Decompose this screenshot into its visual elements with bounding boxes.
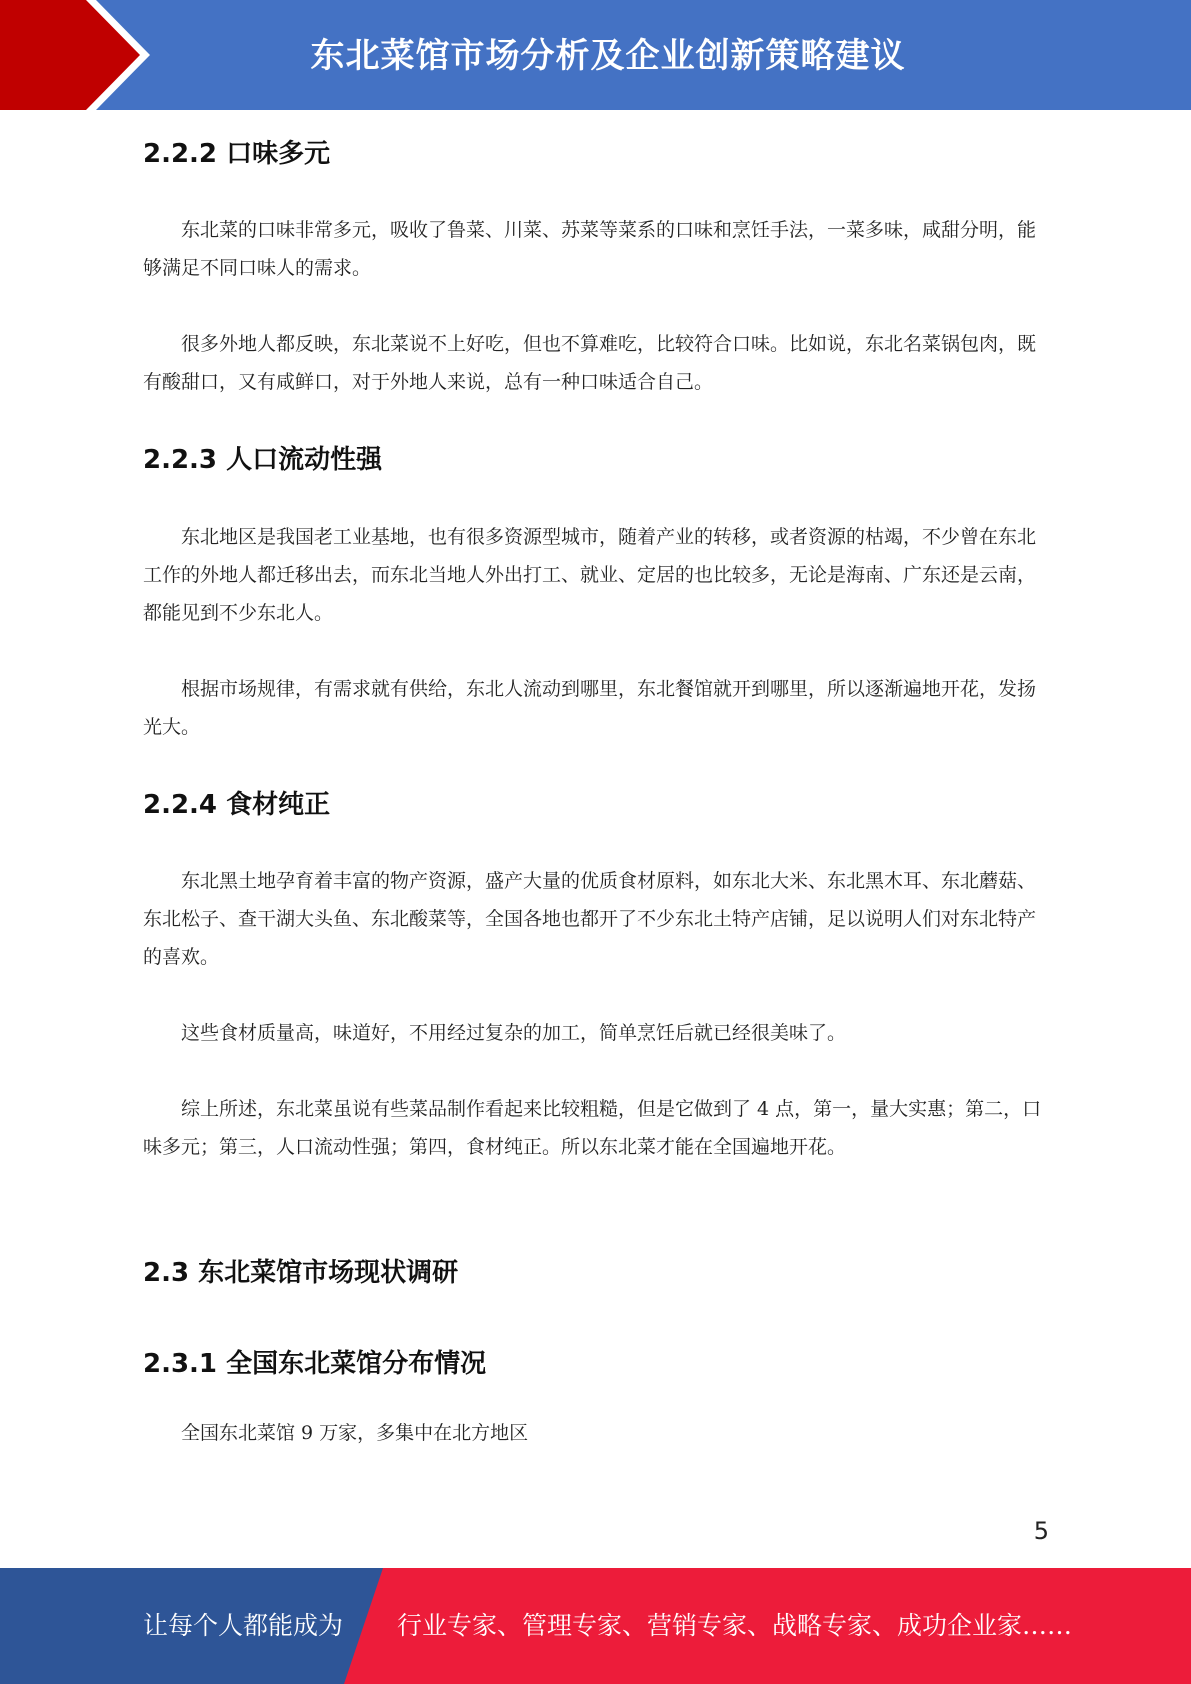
paragraph: 东北菜的口味非常多元，吸收了鲁菜、川菜、苏菜等菜系的口味和烹饪手法，一菜多味，咸甜分明，能够满足不同口味人的需求。	[143, 219, 1037, 279]
heading-2-2-2: 2.2.2 口味多元	[143, 139, 331, 169]
heading-2-3-1: 2.3.1 全国东北菜馆分布情况	[143, 1349, 487, 1379]
paragraph: 东北地区是我国老工业基地，也有很多资源型城市，随着产业的转移，或者资源的枯竭，不少曾在东北工作的外地人都迁移出去，而东北当地人外出打工、就业、定居的也比较多，无论是海南、广东还是云南，都能见到不少东北人。	[143, 526, 1037, 624]
heading-2-2-3: 2.2.3 人口流动性强	[143, 445, 383, 475]
footer-slogan-left: 让每个人都能成为	[143, 1611, 344, 1640]
page-footer	[0, 1568, 1191, 1684]
heading-2-3: 2.3 东北菜馆市场现状调研	[143, 1258, 459, 1288]
paragraph: 全国东北菜馆 9 万家，多集中在北方地区	[181, 1422, 529, 1444]
paragraph: 综上所述，东北菜虽说有些菜品制作看起来比较粗糙，但是它做到了 4 点，第一，量大实惠；第二，口味多元；第三，人口流动性强；第四，食材纯正。所以东北菜才能在全国遍地开花。	[143, 1098, 1042, 1158]
paragraph: 很多外地人都反映，东北菜说不上好吃，但也不算难吃，比较符合口味。比如说，东北名菜锅包肉，既有酸甜口，又有咸鲜口，对于外地人来说，总有一种口味适合自己。	[143, 333, 1037, 393]
document-title: 东北菜馆市场分析及企业创新策略建议	[310, 35, 906, 76]
paragraph: 根据市场规律，有需求就有供给，东北人流动到哪里，东北餐馆就开到哪里，所以逐渐遍地开花，发扬光大。	[143, 678, 1037, 738]
heading-2-2-4: 2.2.4 食材纯正	[143, 790, 331, 820]
paragraph: 东北黑土地孕育着丰富的物产资源，盛产大量的优质食材原料，如东北大米、东北黑木耳、东北蘑菇、东北松子、查干湖大头鱼、东北酸菜等，全国各地也都开了不少东北土特产店铺，足以说明人们对东北特产的喜欢。	[143, 870, 1037, 968]
page-header	[0, 0, 1191, 110]
paragraph: 这些食材质量高，味道好，不用经过复杂的加工，简单烹饪后就已经很美味了。	[181, 1022, 847, 1044]
page-number: 5	[1033, 1517, 1049, 1545]
footer-slogan-right: 行业专家、管理专家、营销专家、战略专家、成功企业家……	[397, 1611, 1073, 1640]
